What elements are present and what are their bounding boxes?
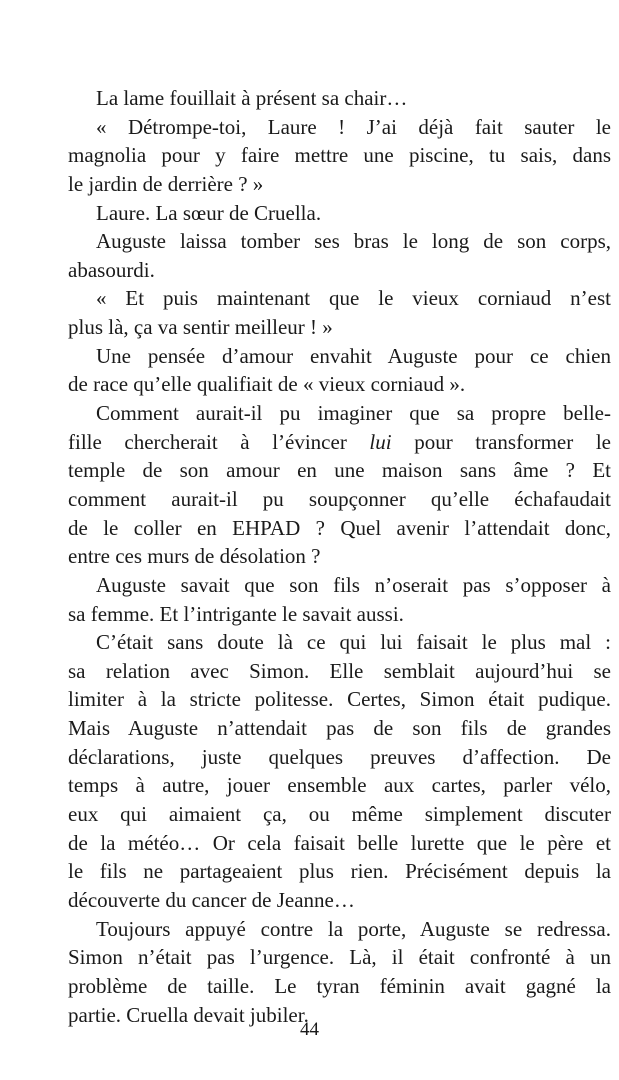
text-line [68,284,611,313]
italic-text-run: lui [369,429,392,454]
text-line [68,456,611,485]
text-line [68,600,611,629]
text-line [68,943,611,972]
text-run: de race qu’elle qualifiait de « vieux corniaud ». [68,372,466,397]
text-line [68,370,611,399]
text-line [68,685,611,714]
text-line [68,141,611,170]
text-line [68,199,611,228]
text-run: entre ces murs de désolation ? [68,544,321,569]
text-run: temple de son amour en une maison sans âme ? Et [68,458,611,483]
text-line [68,657,611,686]
text-line [68,428,611,457]
text-run: magnolia pour y faire mettre une piscine, tu sais, dans [68,143,611,168]
text-line [68,800,611,829]
text-line [68,972,611,1001]
text-run: Laure. La sœur de Cruella. [96,200,322,225]
text-line [68,84,611,113]
text-line [68,256,611,285]
text-line [68,227,611,256]
text-run: Auguste laissa tomber ses bras le long de son corps, [96,229,611,254]
text-run: problème de taille. Le tyran féminin avait gagné la [68,973,611,998]
text-line [68,571,611,600]
text-line [68,771,611,800]
text-run: « Détrompe-toi, Laure ! J’ai déjà fait sauter le [96,114,611,139]
text-line [68,857,611,886]
text-line [68,313,611,342]
text-line [68,743,611,772]
text-run: découverte du cancer de Jeanne… [68,887,355,912]
text-line [68,915,611,944]
text-run: le jardin de derrière ? » [68,171,264,196]
text-run: fille chercherait à l’évincer [68,429,370,454]
text-run: le fils ne partageaient plus rien. Précisément depuis la [68,859,611,884]
body-text [68,84,611,1029]
text-run: eux qui aimaient ça, ou même simplement discuter [68,802,611,827]
text-run: de la météo… Or cela faisait belle lurette que le père et [68,830,611,855]
text-run: comment aurait-il pu soupçonner qu’elle échafaudait [68,486,611,511]
text-line [68,628,611,657]
text-run: sa femme. Et l’intrigante le savait aussi. [68,601,404,626]
text-run: déclarations, juste quelques preuves d’affection. De [68,744,611,769]
text-line [68,170,611,199]
text-run: Comment aurait-il pu imaginer que sa propre belle- [96,401,611,426]
text-run: Simon n’était pas l’urgence. Là, il était confronté à un [68,945,611,970]
text-line [68,113,611,142]
text-line [68,829,611,858]
text-run: partie. Cruella devait jubiler. [68,1002,309,1027]
page-number: 44 [300,1019,319,1040]
text-run: pour transformer le [391,429,611,454]
text-run: C’était sans doute là ce qui lui faisait le plus mal : [96,630,611,655]
text-line [68,886,611,915]
text-run: de le coller en EHPAD ? Quel avenir l’attendait donc, [68,515,611,540]
text-run: abasourdi. [68,257,155,282]
text-line [68,485,611,514]
text-run: Mais Auguste n’attendait pas de son fils de grandes [68,716,611,741]
text-run: Une pensée d’amour envahit Auguste pour ce chien [96,343,611,368]
text-line [68,542,611,571]
text-run: Toujours appuyé contre la porte, Auguste se redressa. [96,916,611,941]
text-run: La lame fouillait à présent sa chair… [96,86,408,110]
text-run: sa relation avec Simon. Elle semblait aujourd’hui se [68,658,611,683]
text-run: plus là, ça va sentir meilleur ! » [68,315,333,340]
text-run: temps à autre, jouer ensemble aux cartes, parler vélo, [68,773,611,798]
text-line [68,399,611,428]
text-run: Auguste savait que son fils n’oserait pas s’opposer à [96,572,611,597]
text-line [68,342,611,371]
text-line [68,514,611,543]
text-line [68,714,611,743]
text-run: « Et puis maintenant que le vieux corniaud n’est [96,286,611,311]
text-run: limiter à la stricte politesse. Certes, Simon était pudique. [68,687,611,712]
